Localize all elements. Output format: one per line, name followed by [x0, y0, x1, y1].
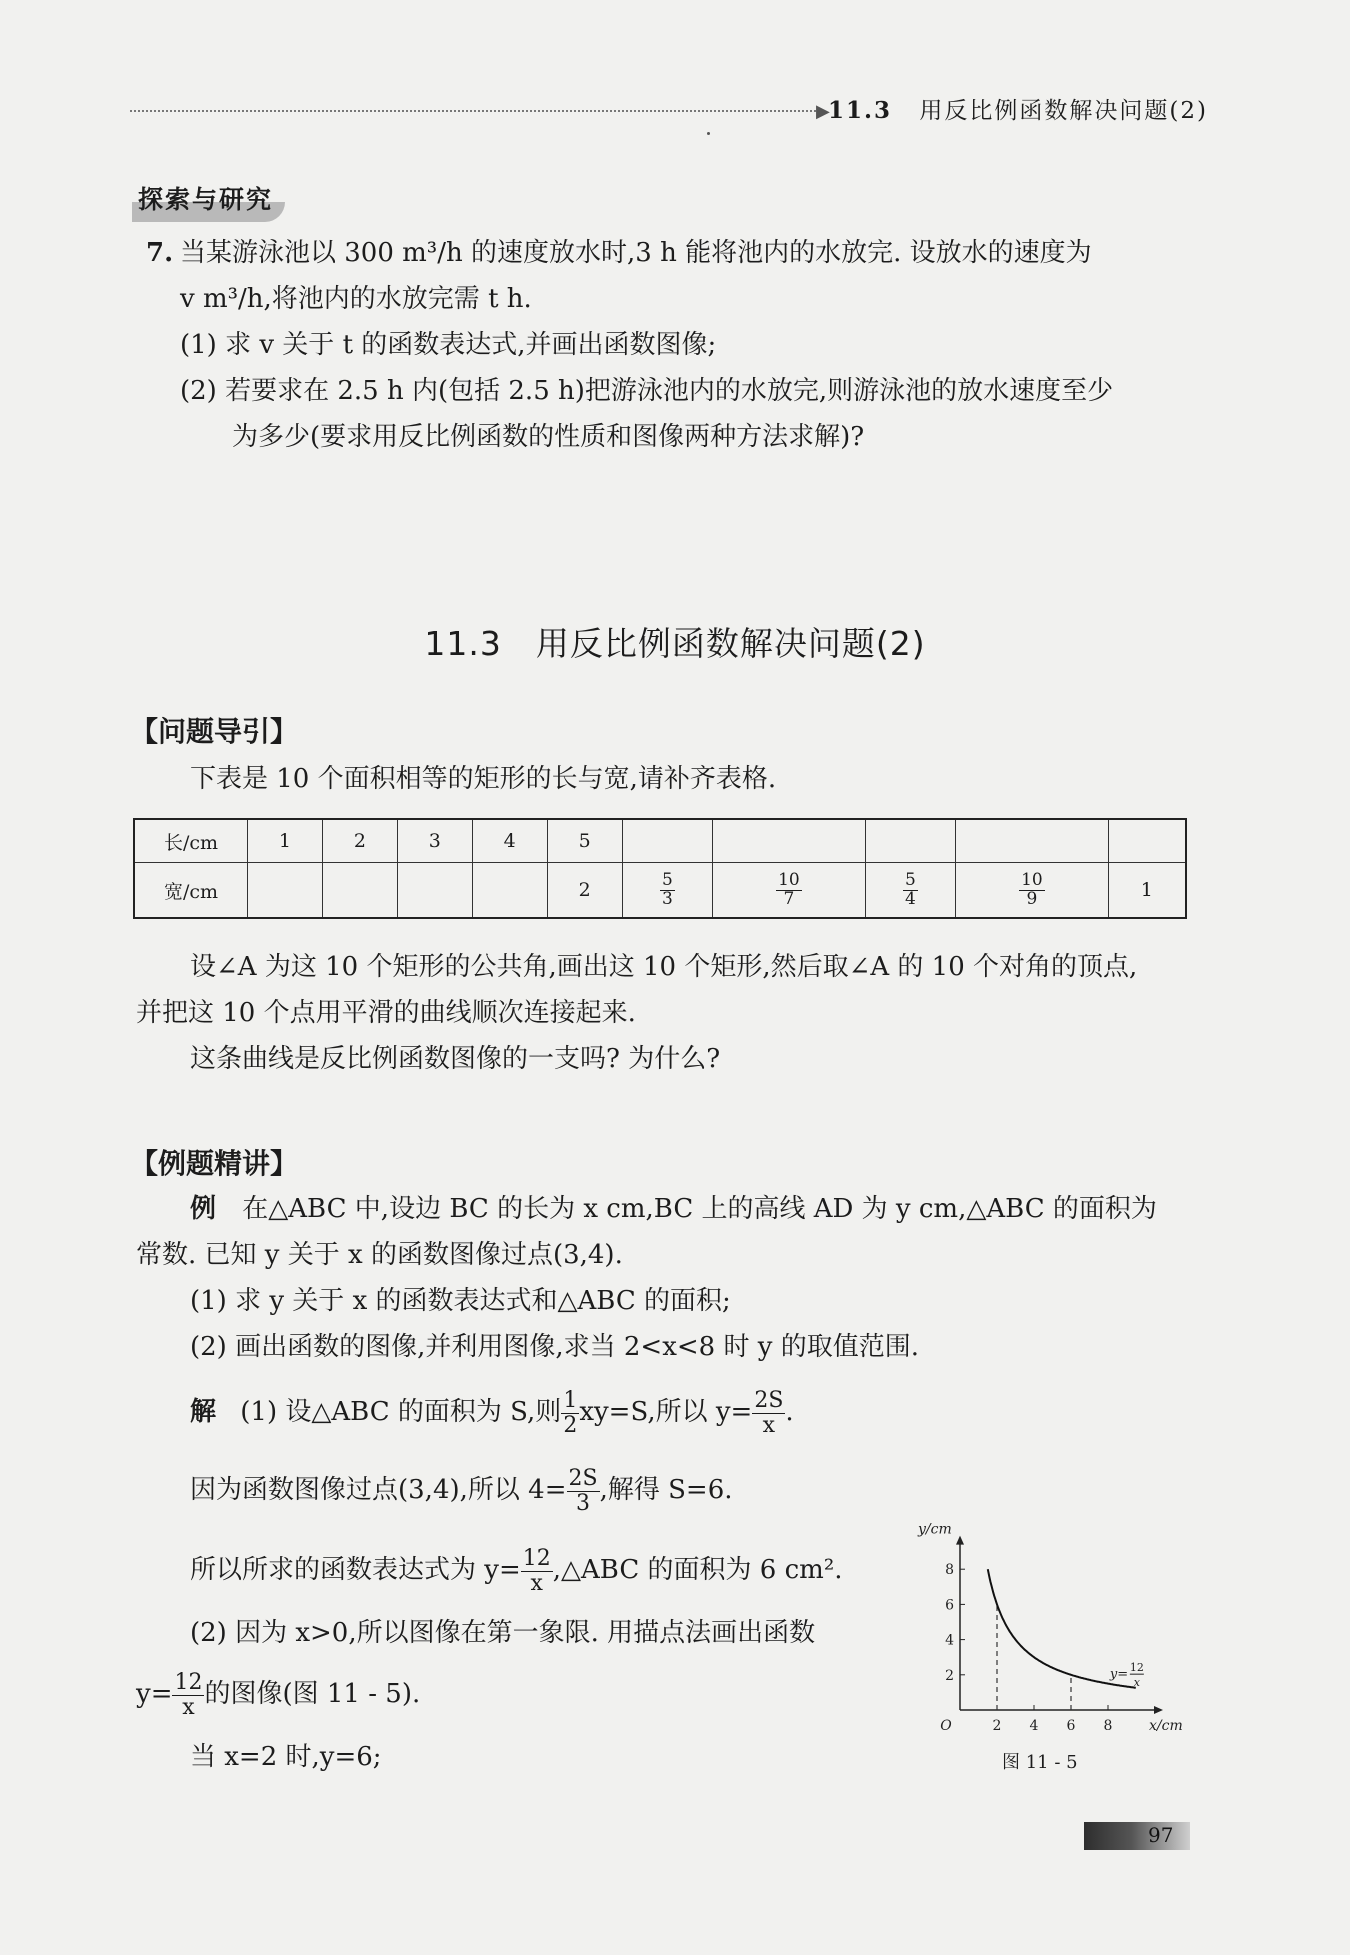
x-tick-label: 4	[1029, 1718, 1039, 1734]
curve-label-prefix: y=	[1109, 1667, 1129, 1683]
example-line2: 常数. 已知 y 关于 x 的函数图像过点(3,4).	[136, 1240, 623, 1270]
running-header	[828, 92, 1208, 125]
header-section-number: 11.3	[828, 97, 893, 124]
section-title: 11.3 用反比例函数解决问题(2)	[424, 624, 926, 663]
table-row-label: 长/cm	[134, 819, 248, 863]
solution-label: 解	[190, 1397, 217, 1427]
rectangle-table	[133, 818, 1187, 919]
table-cell-blank	[956, 819, 1108, 863]
y-tick-label: 8	[945, 1562, 954, 1579]
problem7-number: 7.	[146, 238, 174, 268]
table-cell-blank	[713, 819, 865, 863]
solution-line6: 当 x=2 时,y=6;	[190, 1742, 382, 1772]
problem7-q2-line1: (2) 若要求在 2.5 h 内(包括 2.5 h)把游泳池内的水放完,则游泳池的放水速度至少	[180, 376, 1114, 406]
table-cell: 3	[397, 819, 472, 863]
table-cell-fraction: $\frac{10}{9}$	[956, 863, 1108, 919]
table-cell-fraction: $\frac{10}{7}$	[713, 863, 865, 919]
solution-line3: 所以所求的函数表达式为 y= $\frac{12}{x}$ ,△ABC 的面积为 6 cm².	[190, 1546, 843, 1596]
y-tick-label: 2	[945, 1667, 954, 1684]
x-tick-label: 2	[992, 1718, 1002, 1734]
table-cell-blank	[322, 863, 397, 919]
guide-para1-line2: 并把这 10 个点用平滑的曲线顺次连接起来.	[136, 998, 636, 1028]
x-axis-label: x/cm	[1149, 1718, 1183, 1734]
table-cell: 5	[547, 819, 622, 863]
table-cell-fraction: $\frac{5}{3}$	[622, 863, 713, 919]
table-cell: 4	[472, 819, 547, 863]
curve-label-denominator: x	[1133, 1676, 1140, 1690]
problem7-line1: 当某游泳池以 300 m³/h 的速度放水时,3 h 能将池内的水放完. 设放水的速度为	[180, 238, 1092, 268]
table-cell: 2	[547, 863, 622, 919]
table-cell-blank	[397, 863, 472, 919]
table-cell: 1	[1108, 863, 1186, 919]
table-cell-fraction: $\frac{5}{4}$	[865, 863, 956, 919]
guide-para2: 这条曲线是反比例函数图像的一支吗? 为什么?	[190, 1044, 721, 1074]
curve-label-numerator: 12	[1129, 1661, 1144, 1675]
table-cell-blank	[472, 863, 547, 919]
x-tick-label: 8	[1103, 1718, 1113, 1734]
example-heading: 【例题精讲】	[130, 1147, 299, 1180]
y-tick-label: 4	[945, 1632, 954, 1649]
guide-intro: 下表是 10 个面积相等的矩形的长与宽,请补齐表格.	[190, 764, 777, 794]
table-cell-blank	[248, 863, 323, 919]
table-row-width	[134, 863, 1186, 919]
header-dotted-rule	[130, 110, 820, 112]
solution-line4: (2) 因为 x>0,所以图像在第一象限. 用描点法画出函数	[190, 1618, 816, 1648]
example-q1: (1) 求 y 关于 x 的函数表达式和△ABC 的面积;	[190, 1286, 731, 1316]
table-cell-blank	[865, 819, 956, 863]
table-cell: 1	[248, 819, 323, 863]
header-arrow-icon: ▶	[816, 101, 830, 122]
example-line1: 例 在△ABC 中,设边 BC 的长为 x cm,BC 上的高线 AD 为 y cm,△ABC 的面积为	[190, 1194, 1157, 1224]
solution-line5: y= $\frac{12}{x}$ 的图像(图 11 - 5).	[136, 1670, 421, 1720]
header-title: 用反比例函数解决问题(2)	[919, 98, 1208, 124]
solution-line1: 解 (1) 设△ABC 的面积为 S,则 $\frac{1}{2}$ xy=S,所以 y= $\frac{2S}{x}$ .	[190, 1388, 794, 1438]
problem7-q2-line2: 为多少(要求用反比例函数的性质和图像两种方法求解)?	[232, 422, 865, 452]
example-label: 例	[190, 1194, 217, 1224]
solution-line2: 因为函数图像过点(3,4),所以 4= $\frac{2S}{3}$ ,解得 S=6.	[190, 1466, 733, 1516]
origin-label: O	[940, 1718, 952, 1734]
x-tick-label: 6	[1066, 1718, 1076, 1734]
page-number-bar	[1084, 1822, 1190, 1850]
y-axis-label: y/cm	[918, 1521, 952, 1538]
explore-badge: 探索与研究	[132, 178, 285, 222]
table-cell-blank	[1108, 819, 1186, 863]
table-cell: 2	[322, 819, 397, 863]
table-row-label: 宽/cm	[134, 863, 248, 919]
guide-heading: 【问题导引】	[130, 715, 299, 748]
example-q2: (2) 画出函数的图像,并利用图像,求当 2<x<8 时 y 的取值范围.	[190, 1332, 919, 1362]
problem7-line2: v m³/h,将池内的水放完需 t h.	[180, 284, 532, 314]
page-number: 97	[1148, 1823, 1174, 1847]
guide-para1-line1: 设∠A 为这 10 个矩形的公共角,画出这 10 个矩形,然后取∠A 的 10 个对角的顶点,	[190, 952, 1138, 982]
y-tick-label: 6	[945, 1597, 954, 1614]
stray-dot	[707, 132, 710, 135]
figure-caption: 图 11 - 5	[1002, 1752, 1078, 1773]
table-row-length	[134, 819, 1186, 863]
problem7-q1: (1) 求 v 关于 t 的函数表达式,并画出函数图像;	[180, 330, 717, 360]
y-axis-arrow-icon	[956, 1536, 964, 1545]
table-cell-blank	[622, 819, 713, 863]
x-axis-arrow-icon	[1154, 1706, 1163, 1714]
